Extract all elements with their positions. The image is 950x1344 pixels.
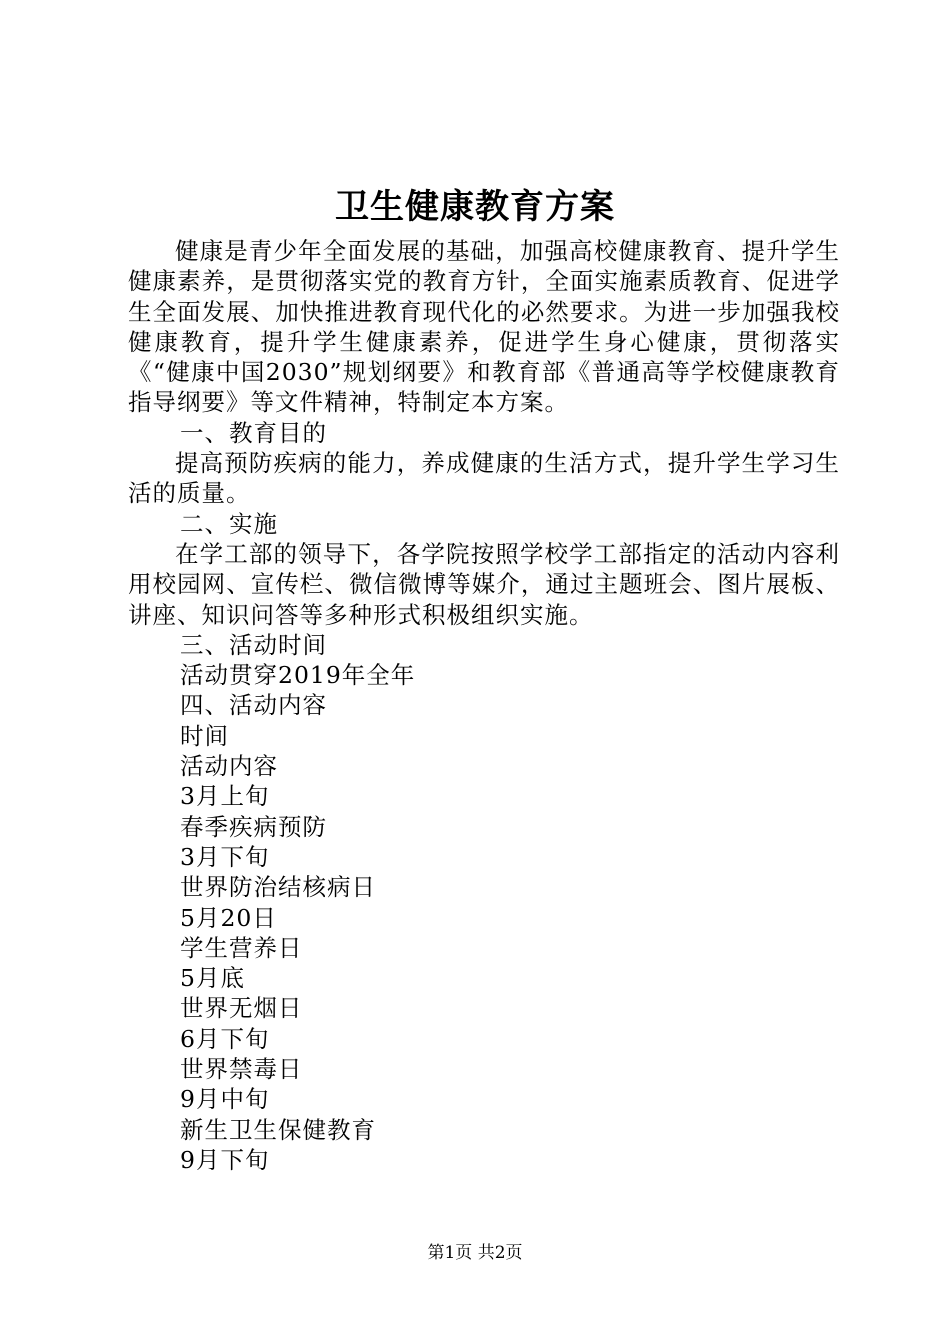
schedule-line: 活动内容 bbox=[180, 752, 278, 781]
section-heading-content: 四、活动内容 bbox=[180, 691, 327, 720]
schedule-line: 9月下旬 bbox=[180, 1145, 270, 1174]
schedule-line: 春季疾病预防 bbox=[180, 812, 327, 841]
schedule-line: 6月下旬 bbox=[180, 1024, 270, 1053]
time-paragraph: 活动贯穿2019年全年 bbox=[180, 661, 416, 690]
schedule-line: 时间 bbox=[180, 721, 229, 750]
schedule-line: 9月中旬 bbox=[180, 1085, 270, 1114]
section-heading-time: 三、活动时间 bbox=[180, 630, 327, 659]
schedule-line: 世界无烟日 bbox=[180, 994, 303, 1023]
schedule-line: 新生卫生保健教育 bbox=[180, 1115, 376, 1144]
schedule-line: 5月20日 bbox=[180, 903, 277, 932]
schedule-line: 世界禁毒日 bbox=[180, 1055, 303, 1084]
document-body bbox=[128, 236, 840, 1175]
schedule-line: 3月上旬 bbox=[180, 782, 270, 811]
section-heading-implementation: 二、实施 bbox=[180, 509, 278, 538]
document-title: 卫生健康教育方案 bbox=[335, 187, 615, 227]
schedule-line: 3月下旬 bbox=[180, 842, 270, 871]
schedule-line: 学生营养日 bbox=[180, 933, 303, 962]
implementation-paragraph: 在学工部的领导下，各学院按照学校学工部指定的活动内容利用校园网、宣传栏、微信微博等媒介，通过主题班会、图片展板、讲座、知识问答等多种形式积极组织实施。 bbox=[128, 539, 840, 629]
section-heading-purpose: 一、教育目的 bbox=[180, 418, 327, 447]
page-footer: 第1页 共2页 bbox=[427, 1243, 523, 1263]
purpose-paragraph: 提高预防疾病的能力，养成健康的生活方式，提升学生学习生活的质量。 bbox=[128, 449, 840, 508]
schedule-line: 5月底 bbox=[180, 964, 245, 993]
schedule-line: 世界防治结核病日 bbox=[180, 873, 376, 902]
intro-paragraph: 健康是青少年全面发展的基础，加强高校健康教育、提升学生健康素养，是贯彻落实党的教育方针，全面实施素质教育、促进学生全面发展、加快推进教育现代化的必然要求。为进一步加强我校健康教育，提升学生健康素养，促进学生身心健康，贯彻落实《“健康中国2030”规划纲要》和教育部《普通高等学校健康教育指导纲要》等文件精神，特制定本方案。 bbox=[128, 237, 840, 417]
